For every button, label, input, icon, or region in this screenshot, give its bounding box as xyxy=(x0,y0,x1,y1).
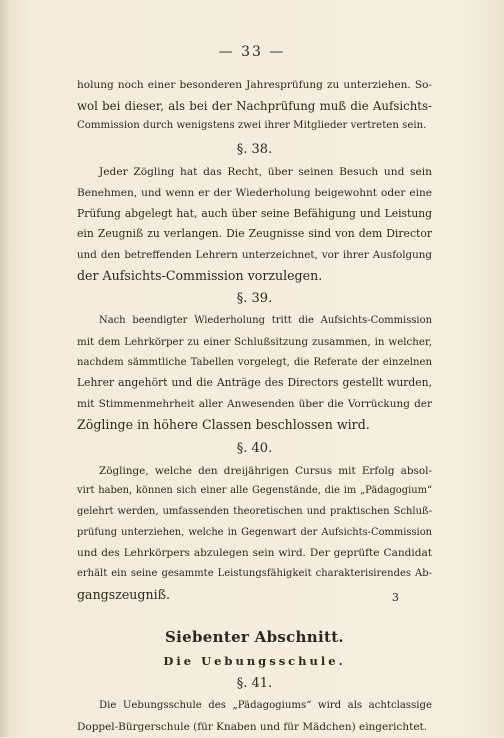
paragraph-40 xyxy=(77,461,432,606)
text-line: gangszeugniß. xyxy=(77,586,171,602)
text-line: nachdem sämmtliche Tabellen vorgelegt, die Referate der einzelnen xyxy=(77,356,432,368)
chapter-heading: Siebenter Abschnitt. xyxy=(165,628,344,647)
text-line: ein Zeugniß zu verlangen. Die Zeugnisse sind von dem Director xyxy=(77,227,432,241)
text-line: und des Lehrkörpers abzulegen sein wird. Der geprüfte Candidat xyxy=(77,547,432,560)
section-heading-41: §. 41. xyxy=(236,676,273,692)
text-line: Zöglinge in höhere Classen beschlossen wird. xyxy=(77,416,370,432)
text-line: holung noch einer besonderen Jahresprüfung zu unterziehen. So- xyxy=(77,79,432,91)
paragraph-continuation xyxy=(77,75,432,137)
text-line: mit Stimmenmehrheit aller Anwesenden über die Vorrückung der xyxy=(77,398,432,411)
text-line: gelehrt werden, umfassenden theoretischen und praktischen Schluß- xyxy=(77,505,432,517)
text-line: virt haben, können sich einer alle Gegenstände, die im „Pädagogium“ xyxy=(77,485,432,497)
text-line: Commission durch wenigstens zwei ihrer Mitglieder vertreten sein. xyxy=(77,120,427,132)
binding-shadow xyxy=(0,0,10,737)
text-line: Jeder Zögling hat das Recht, über seinen Besuch und sein xyxy=(99,165,432,179)
section-heading-39: §. 39. xyxy=(236,291,273,307)
text-line: und den betreffenden Lehrern unterzeichnet, vor ihrer Ausfolgung xyxy=(77,248,432,261)
text-line: Lehrer angehört und die Anträge des Directors gestellt wurden, xyxy=(77,376,432,390)
section-heading-40: §. 40. xyxy=(236,440,273,456)
chapter-subtitle: Die Uebungsschule. xyxy=(163,654,346,669)
text-line: Zöglinge, welche den dreijährigen Cursus mit Erfolg absol- xyxy=(99,464,432,477)
text-line: Nach beendigter Wiederholung tritt die Aufsichts-Commission xyxy=(99,315,432,327)
text-line: prüfung unterziehen, welche in Gegenwart der Aufsichts-Commission xyxy=(77,526,432,538)
page-number: — 33 — xyxy=(218,44,286,60)
text-line: Benehmen, und wenn er der Wiederholung beigewohnt oder eine xyxy=(77,186,432,199)
section-heading-38: §. 38. xyxy=(236,142,273,158)
text-line: Doppel-Bürgerschule (für Knaben und für Mädchen) eingerichtet. xyxy=(77,721,428,734)
paragraph-38 xyxy=(77,162,432,286)
text-line: mit dem Lehrkörper zu einer Schlußsitzung zusammen, in welcher, xyxy=(77,336,432,349)
signature-mark: 3 xyxy=(392,591,399,604)
text-line: der Aufsichts-Commission vorzulegen. xyxy=(77,267,323,283)
paragraph-41 xyxy=(77,696,432,737)
paragraph-39 xyxy=(77,311,432,435)
text-line: Prüfung abgelegt hat, auch über seine Befähigung und Leistung xyxy=(77,206,432,220)
page-content xyxy=(77,75,432,738)
text-line: wol bei dieser, als bei der Nachprüfung muß die Aufsichts- xyxy=(77,98,432,113)
text-line: erhält ein seine gesammte Leistungsfähigkeit charakterisirendes Ab- xyxy=(77,568,432,580)
text-line: Die Uebungsschule des „Pädagogiums“ wird als achtclassige xyxy=(99,700,432,712)
